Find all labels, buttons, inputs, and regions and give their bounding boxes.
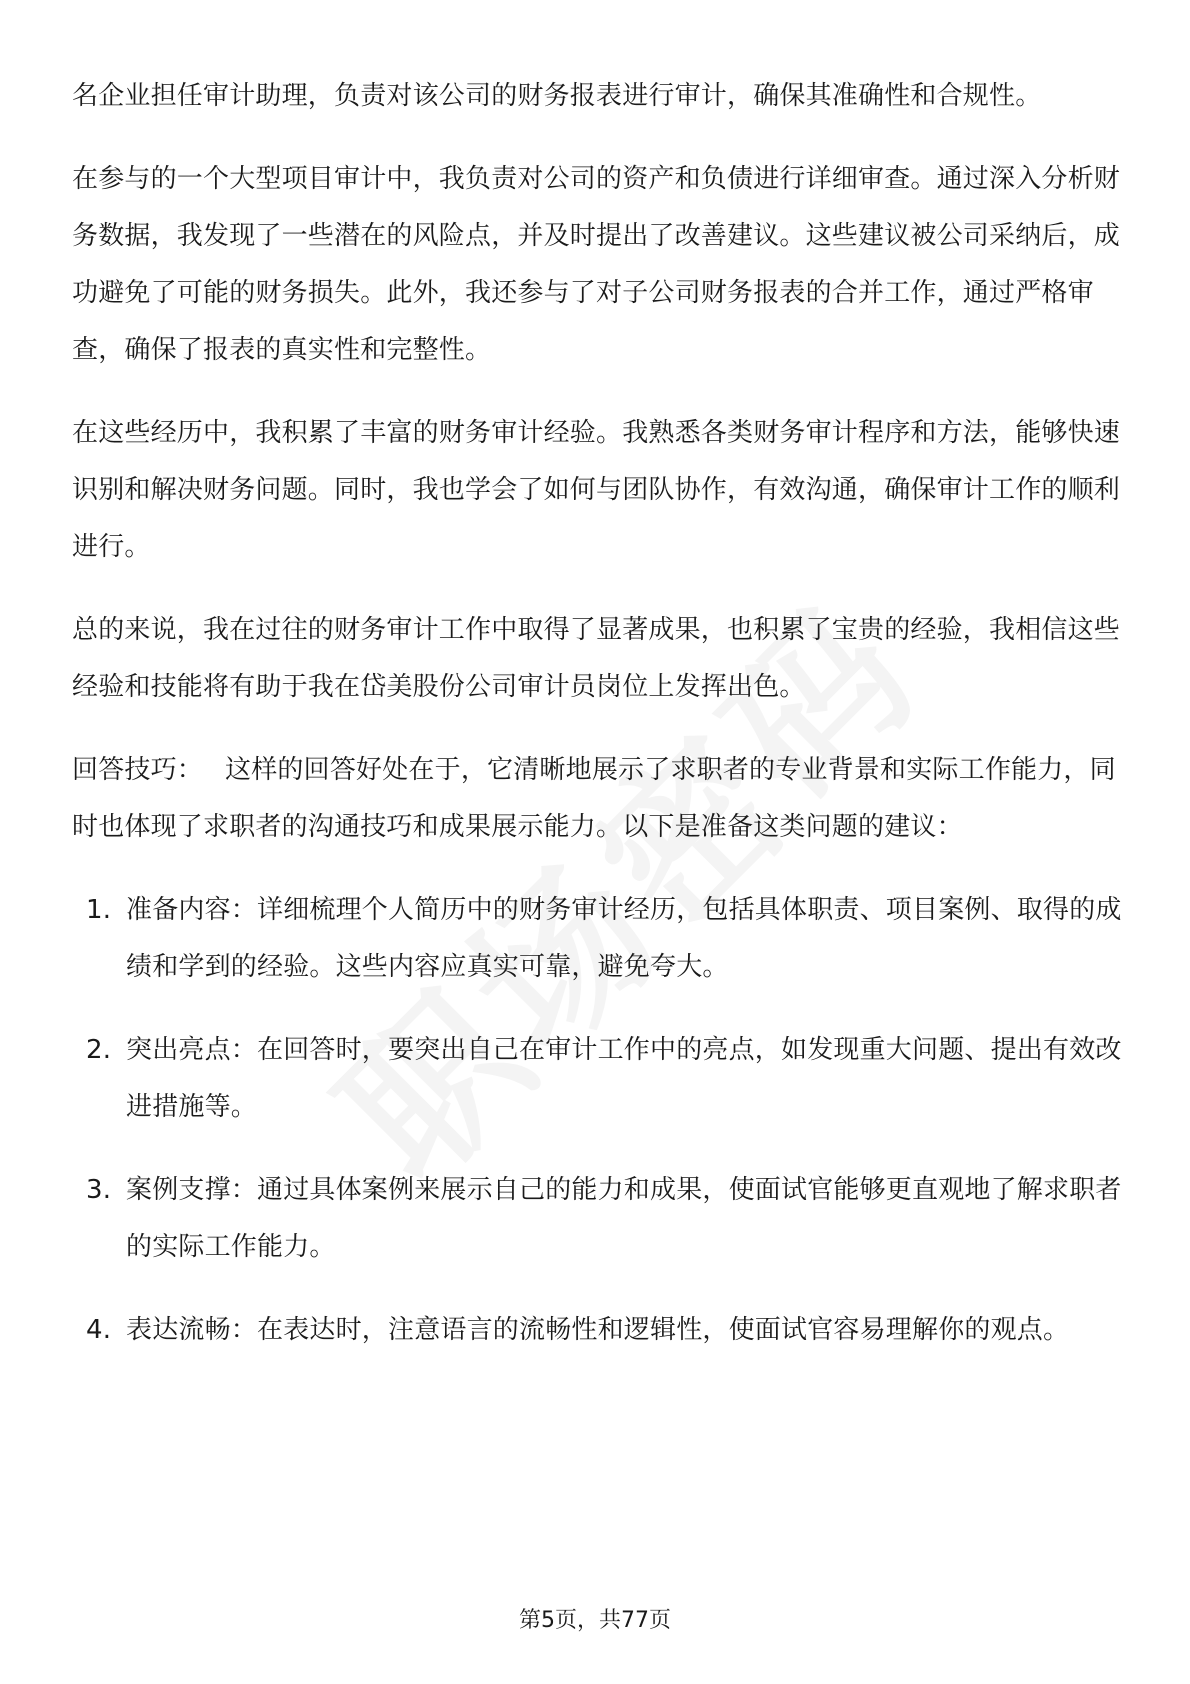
paragraph-project-audit: 在参与的一个大型项目审计中，我负责对公司的资产和负债进行详细审查。通过深入分析财务数据，我发现了一些潜在的风险点，并及时提出了改善建议。这些建议被公司采纳后，成功避免了可能的财务损失。此外，我还参与了对子公司财务报表的合并工作，通过严格审查，确保了报表的真实性和完整性。: [72, 164, 1121, 365]
list-item-number: 3.: [86, 1175, 112, 1205]
tips-list: [72, 882, 1128, 1359]
page-number: 第5页，共77页: [519, 1608, 671, 1633]
list-item-text: 准备内容：详细梳理个人简历中的财务审计经历，包括具体职责、项目案例、取得的成绩和学到的经验。这些内容应真实可靠，避免夸大。: [126, 895, 1122, 982]
paragraph-experience: 在这些经历中，我积累了丰富的财务审计经验。我熟悉各类财务审计程序和方法，能够快速识别和解决财务问题。同时，我也学会了如何与团队协作，有效沟通，确保审计工作的顺利进行。: [72, 418, 1121, 562]
page-footer: [0, 1606, 1190, 1636]
page-content: [72, 68, 1128, 1385]
paragraph-summary: 总的来说，我在过往的财务审计工作中取得了显著成果，也积累了宝贵的经验，我相信这些经验和技能将有助于我在岱美股份公司审计员岗位上发挥出色。: [72, 615, 1121, 702]
list-item: [72, 1022, 1128, 1136]
list-item-text: 案例支撑：通过具体案例来展示自己的能力和成果，使面试官能够更直观地了解求职者的实际工作能力。: [126, 1175, 1122, 1262]
list-item-number: 2.: [86, 1035, 112, 1065]
list-item-text: 表达流畅：在表达时，注意语言的流畅性和逻辑性，使面试官容易理解你的观点。: [126, 1315, 1070, 1345]
list-item: [72, 1302, 1128, 1359]
answer-tips-text: 这样的回答好处在于，它清晰地展示了求职者的专业背景和实际工作能力，同时也体现了求职者的沟通技巧和成果展示能力。以下是准备这类问题的建议：: [72, 755, 1116, 842]
paragraph-intro-continued: 名企业担任审计助理，负责对该公司的财务报表进行审计，确保其准确性和合规性。: [72, 81, 1042, 111]
answer-tips-label: 回答技巧：: [72, 755, 204, 785]
list-item: [72, 882, 1128, 996]
answer-tips-paragraph: [72, 742, 1128, 856]
list-item-text: 突出亮点：在回答时，要突出自己在审计工作中的亮点，如发现重大问题、提出有效改进措施等。: [126, 1035, 1122, 1122]
list-item-number: 4.: [86, 1315, 112, 1345]
list-item: [72, 1162, 1128, 1276]
list-item-number: 1.: [86, 895, 112, 925]
